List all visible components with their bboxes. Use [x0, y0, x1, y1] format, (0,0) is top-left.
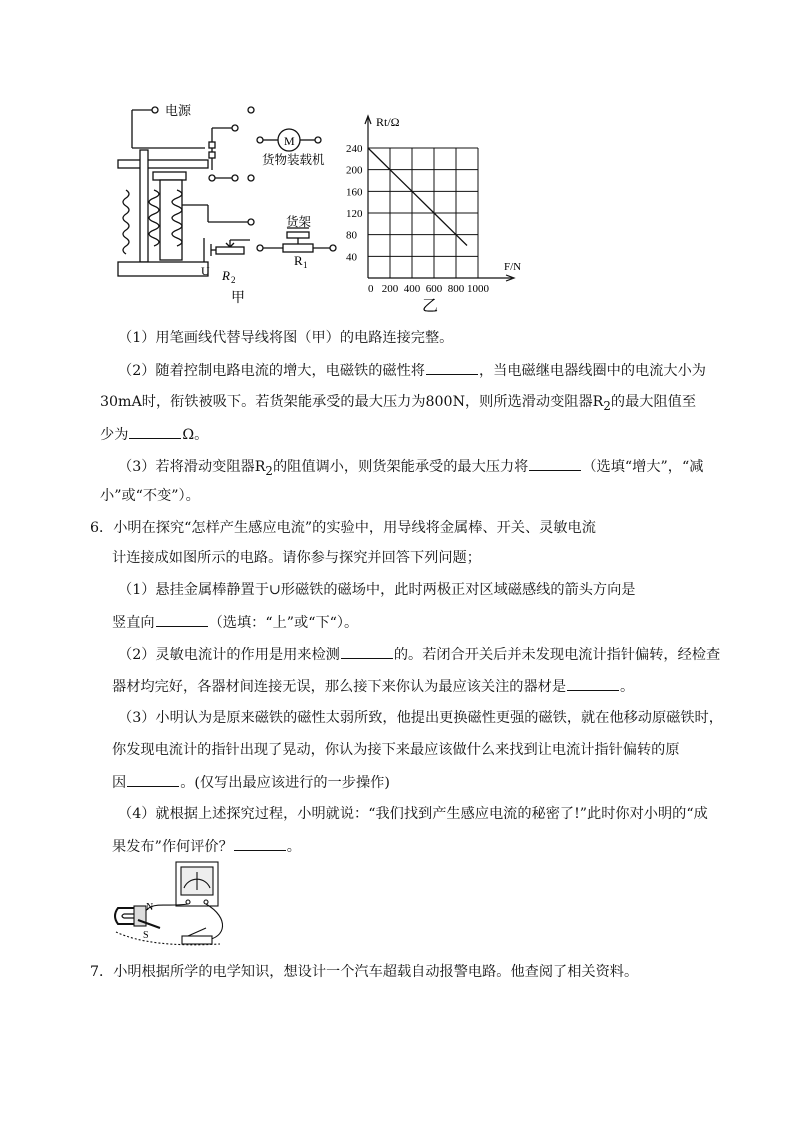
q5-part3-line1: （3）若将滑动变阻器$R_2$的阻值调小，则货架能承受的最大压力将 （选填“增大”，“减 [118, 456, 703, 481]
q7-stem: 7．小明根据所学的电学知识，想设计一个汽车超载自动报警电路。他查阅了相关资料。 [90, 964, 639, 980]
y-tick-label: 80 [346, 229, 357, 242]
y-tick-label: 40 [346, 251, 357, 264]
r1-subscript: 1 [303, 260, 308, 270]
y-tick-label: 160 [346, 186, 363, 199]
figure-jia-caption: 甲 [231, 291, 245, 306]
q6-stem-line2: 计连接成如图所示的电路。请你参与探究并回答下列问题； [112, 550, 481, 566]
y-tick-label: 240 [346, 143, 363, 155]
motor-label: 货物装载机 [262, 153, 325, 167]
q5-part2-line1: （2）随着控制电路电流的增大，电磁铁的磁性将 ，当电磁继电器线圈中的电流大小为 [118, 360, 706, 381]
series-line [368, 148, 467, 246]
y-axis-label: Rt/Ω [376, 115, 400, 129]
q6-stem-line1: 6．小明在探究“怎样产生感应电流”的实验中，用导线将金属棒、开关、灵敏电流 [90, 520, 596, 536]
figure-yi-caption: 乙 [422, 298, 439, 315]
q6-part4-line2: 果发布”作何评价？ 。 [112, 836, 301, 857]
q5-part2-line3: 少为 Ω。 [100, 424, 208, 445]
q5-part2-line2: 30mA时，衔铁被吸下。若货架能承受的最大压力为800N，则所选滑动变阻器$R_2$的最大阻值至 [100, 394, 697, 413]
answer-blank[interactable] [529, 456, 581, 471]
answer-blank[interactable] [567, 676, 619, 691]
x-tick-label: 600 [425, 283, 443, 295]
q5-part3-line2: 小”或“不变”）。 [100, 488, 200, 504]
r2-label: R [222, 268, 230, 283]
x-axis-label: F/N [504, 261, 522, 273]
y-tick-label: 120 [346, 208, 363, 220]
answer-blank[interactable] [426, 360, 478, 375]
r1-label: R [294, 253, 303, 268]
x-tick-label: 200 [381, 283, 399, 295]
q6-part1-line1: （1）悬挂金属棒静置于∪形磁铁的磁场中，此时两极正对区域磁感线的箭头方向是 [118, 582, 636, 598]
u-label: U [201, 264, 210, 278]
answer-blank[interactable] [129, 424, 181, 439]
q6-part3-line3: 因 。(仅写出最应该进行的一步操作) [112, 772, 390, 793]
magnet-s-pole: S [143, 930, 149, 941]
motor-symbol: M [284, 134, 295, 148]
q6-part3-line1: （3）小明认为是原来磁铁的磁性太弱所致，他提出更换磁性更强的磁铁，就在他移动原磁铁时， [118, 710, 723, 726]
x-tick-label: 400 [403, 283, 421, 295]
answer-blank[interactable] [156, 612, 208, 627]
q6-part3-line2: 你发现电流计的指针出现了晃动，你认为接下来最应该做什么来找到让电流计指针偏转的原 [112, 742, 680, 758]
q6-part4-line1: （4）就根据上述探究过程，小明就说：“我们找到产生感应电流的秘密了!”此时你对小明的“成 [118, 806, 708, 822]
x-tick-label: 800 [447, 283, 465, 295]
q6-part2-line1: （2）灵敏电流计的作用是用来检测 的。若闭合开关后并未发现电流计指针偏转，经检查 [118, 644, 720, 665]
magnet-n-pole: N [146, 902, 154, 913]
y-tick-label: 200 [346, 164, 363, 177]
induction-experiment-illustration [110, 858, 240, 950]
resistance-force-graph [0, 0, 794, 320]
power-label: 电源 [165, 103, 192, 118]
answer-blank[interactable] [234, 836, 286, 851]
q5-part1: （1）用笔画线代替导线将图（甲）的电路连接完整。 [118, 330, 454, 346]
x-tick-label: 1000 [467, 283, 489, 295]
x-tick-label: 0 [368, 283, 374, 295]
shelf-label: 货架 [286, 215, 312, 229]
answer-blank[interactable] [127, 772, 179, 787]
answer-blank[interactable] [341, 644, 393, 659]
q6-part1-line2: 竖直向 （选填：“上”或“下“）。 [112, 612, 358, 633]
r2-subscript: 2 [231, 275, 236, 285]
q6-part2-line2: 器材均完好，各器材间连接无误，那么接下来你认为最应该关注的器材是 。 [112, 676, 634, 697]
